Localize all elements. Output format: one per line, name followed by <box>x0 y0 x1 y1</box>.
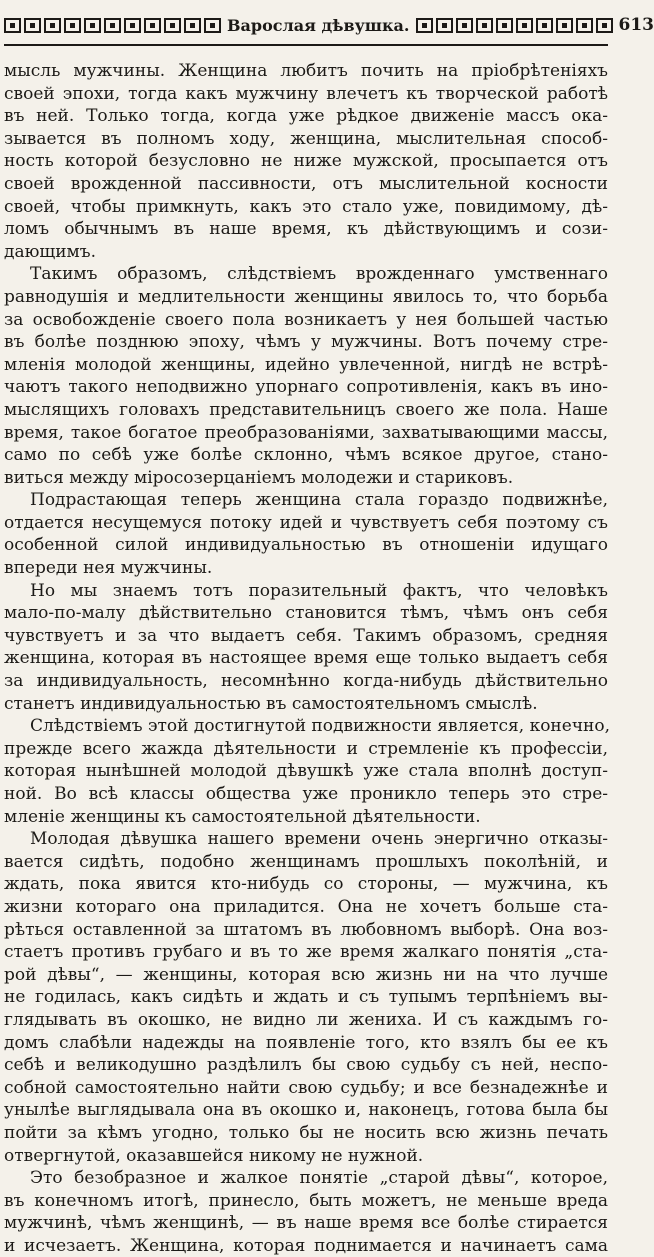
text-line: Молодая дѣвушка нашего времени очень энергично отказы- <box>4 828 608 851</box>
text-line: мленія молодой женщины, идейно увлеченной, нигдѣ не встрѣ- <box>4 354 608 377</box>
running-header <box>4 0 608 50</box>
text-line: не годилась, какъ сидѣть и ждать и съ тупымъ терпѣніемъ вы- <box>4 986 608 1009</box>
text-line: собной самостоятельно найти свою судьбу; и все безнадежнѣе и <box>4 1077 608 1100</box>
text-line: отвергнутой, оказавшейся никому не нужной. <box>4 1145 608 1168</box>
text-line: Это безобразное и жалкое понятіе „старой дѣвы“, которое, <box>4 1167 608 1190</box>
text-line: пойти за кѣмъ угодно, только бы не носить всю жизнь печать <box>4 1122 608 1145</box>
text-line: своей эпохи, тогда какъ мужчину влечетъ къ творческой работѣ <box>4 83 608 106</box>
text-line: унылѣе выглядывала она въ окошко и, наконецъ, готова была бы <box>4 1099 608 1122</box>
text-line: само по себѣ уже болѣе склонно, чѣмъ всякое другое, стано- <box>4 444 608 467</box>
text-line: за освобожденіе своего пола возникаетъ у нея большей частью <box>4 309 608 332</box>
text-line: себѣ и великодушно раздѣлилъ бы свою судьбу съ ней, неспо- <box>4 1054 608 1077</box>
text-line: жизни котораго она приладится. Она не хочетъ больше ста- <box>4 896 608 919</box>
text-line: чувствуетъ и за что выдаетъ себя. Такимъ образомъ, средняя <box>4 625 608 648</box>
text-body <box>4 60 608 1257</box>
text-line: Такимъ образомъ, слѣдствіемъ врожденнаго умственнаго <box>4 263 608 286</box>
text-line: равнодушія и медлительности женщины явилось то, что борьба <box>4 286 608 309</box>
text-line: отдается несущемуся потоку идей и чувствуетъ себя поэтому съ <box>4 512 608 535</box>
text-line: и исчезаетъ. Женщина, которая поднимается и начинаетъ сама <box>4 1235 608 1257</box>
text-line: въ ней. Только тогда, когда уже рѣдкое движеніе массъ ока- <box>4 105 608 128</box>
text-line: рой дѣвы“, — женщины, которая всю жизнь ни на что лучше <box>4 964 608 987</box>
text-line: виться между міросозерцаніемъ молодежи и стариковъ. <box>4 467 608 490</box>
ornament-left <box>4 18 221 33</box>
text-line: мысль мужчины. Женщина любитъ почить на пріобрѣтеніяхъ <box>4 60 608 83</box>
text-line: ной. Во всѣ классы общества уже проникло теперь это стре- <box>4 783 608 806</box>
text-line: ломъ обычнымъ въ наше время, къ дѣйствующимъ и сози- <box>4 218 608 241</box>
text-line: ность которой безусловно не ниже мужской, просыпается отъ <box>4 150 608 173</box>
header-rule <box>4 44 608 46</box>
text-line: которая нынѣшней молодой дѣвушкѣ уже стала вполнѣ доступ- <box>4 760 608 783</box>
text-line: прежде всего жажда дѣятельности и стремленіе къ профессіи, <box>4 738 608 761</box>
running-title: Варослая дѣвушка. <box>227 16 410 35</box>
text-line: женщина, которая въ настоящее время еще только выдаетъ себя <box>4 647 608 670</box>
text-line: дающимъ. <box>4 241 608 264</box>
text-line: стаетъ противъ грубаго и въ то же время жалкаго понятія „ста- <box>4 941 608 964</box>
text-line: глядывать въ окошко, не видно ли жениха. И съ каждымъ го- <box>4 1009 608 1032</box>
text-line: Но мы знаемъ тотъ поразительный фактъ, что человѣкъ <box>4 580 608 603</box>
text-line: Подрастающая теперь женщина стала гораздо подвижнѣе, <box>4 489 608 512</box>
text-line: своей, чтобы примкнуть, какъ это стало уже, повидимому, дѣ- <box>4 196 608 219</box>
text-line: зывается въ полномъ ходу, женщина, мыслительная способ- <box>4 128 608 151</box>
text-line: мленіе женщины къ самостоятельной дѣятельности. <box>4 806 608 829</box>
text-line: впереди нея мужчины. <box>4 557 608 580</box>
text-line: вается сидѣть, подобно женщинамъ прошлыхъ поколѣній, и <box>4 851 608 874</box>
text-line: особенной силой индивидуальностью въ отношеніи идущаго <box>4 534 608 557</box>
text-line: рѣться оставленной за штатомъ въ любовномъ выборѣ. Она воз- <box>4 919 608 942</box>
text-line: мыслящихъ головахъ представительницъ своего же пола. Наше <box>4 399 608 422</box>
text-line: своей врожденной пассивности, отъ мыслительной косности <box>4 173 608 196</box>
text-line: за индивидуальность, несомнѣнно когда-нибудь дѣйствительно <box>4 670 608 693</box>
text-line: ждать, пока явится кто-нибудь со стороны, — мужчина, къ <box>4 873 608 896</box>
text-line: мужчинѣ, чѣмъ женщинѣ, — въ наше время все болѣе стирается <box>4 1212 608 1235</box>
text-line: Слѣдствіемъ этой достигнутой подвижности является, конечно, <box>4 715 608 738</box>
text-line: домъ слабѣли надежды на появленіе того, кто взялъ бы ее къ <box>4 1032 608 1055</box>
text-line: мало-по-малу дѣйствительно становится тѣмъ, чѣмъ онъ себя <box>4 602 608 625</box>
page-number: 613 <box>619 15 654 35</box>
ornament-right <box>416 18 613 33</box>
text-line: время, такое богатое преобразованіями, захватывающими массы, <box>4 422 608 445</box>
text-line: въ болѣе позднюю эпоху, чѣмъ у мужчины. Вотъ почему стре- <box>4 331 608 354</box>
text-line: въ конечномъ итогѣ, принесло, быть можетъ, не меньше вреда <box>4 1190 608 1213</box>
text-line: чаютъ такого неподвижно упорнаго сопротивленія, какъ въ ино- <box>4 376 608 399</box>
text-line: станетъ индивидуальностью въ самостоятельномъ смыслѣ. <box>4 693 608 716</box>
